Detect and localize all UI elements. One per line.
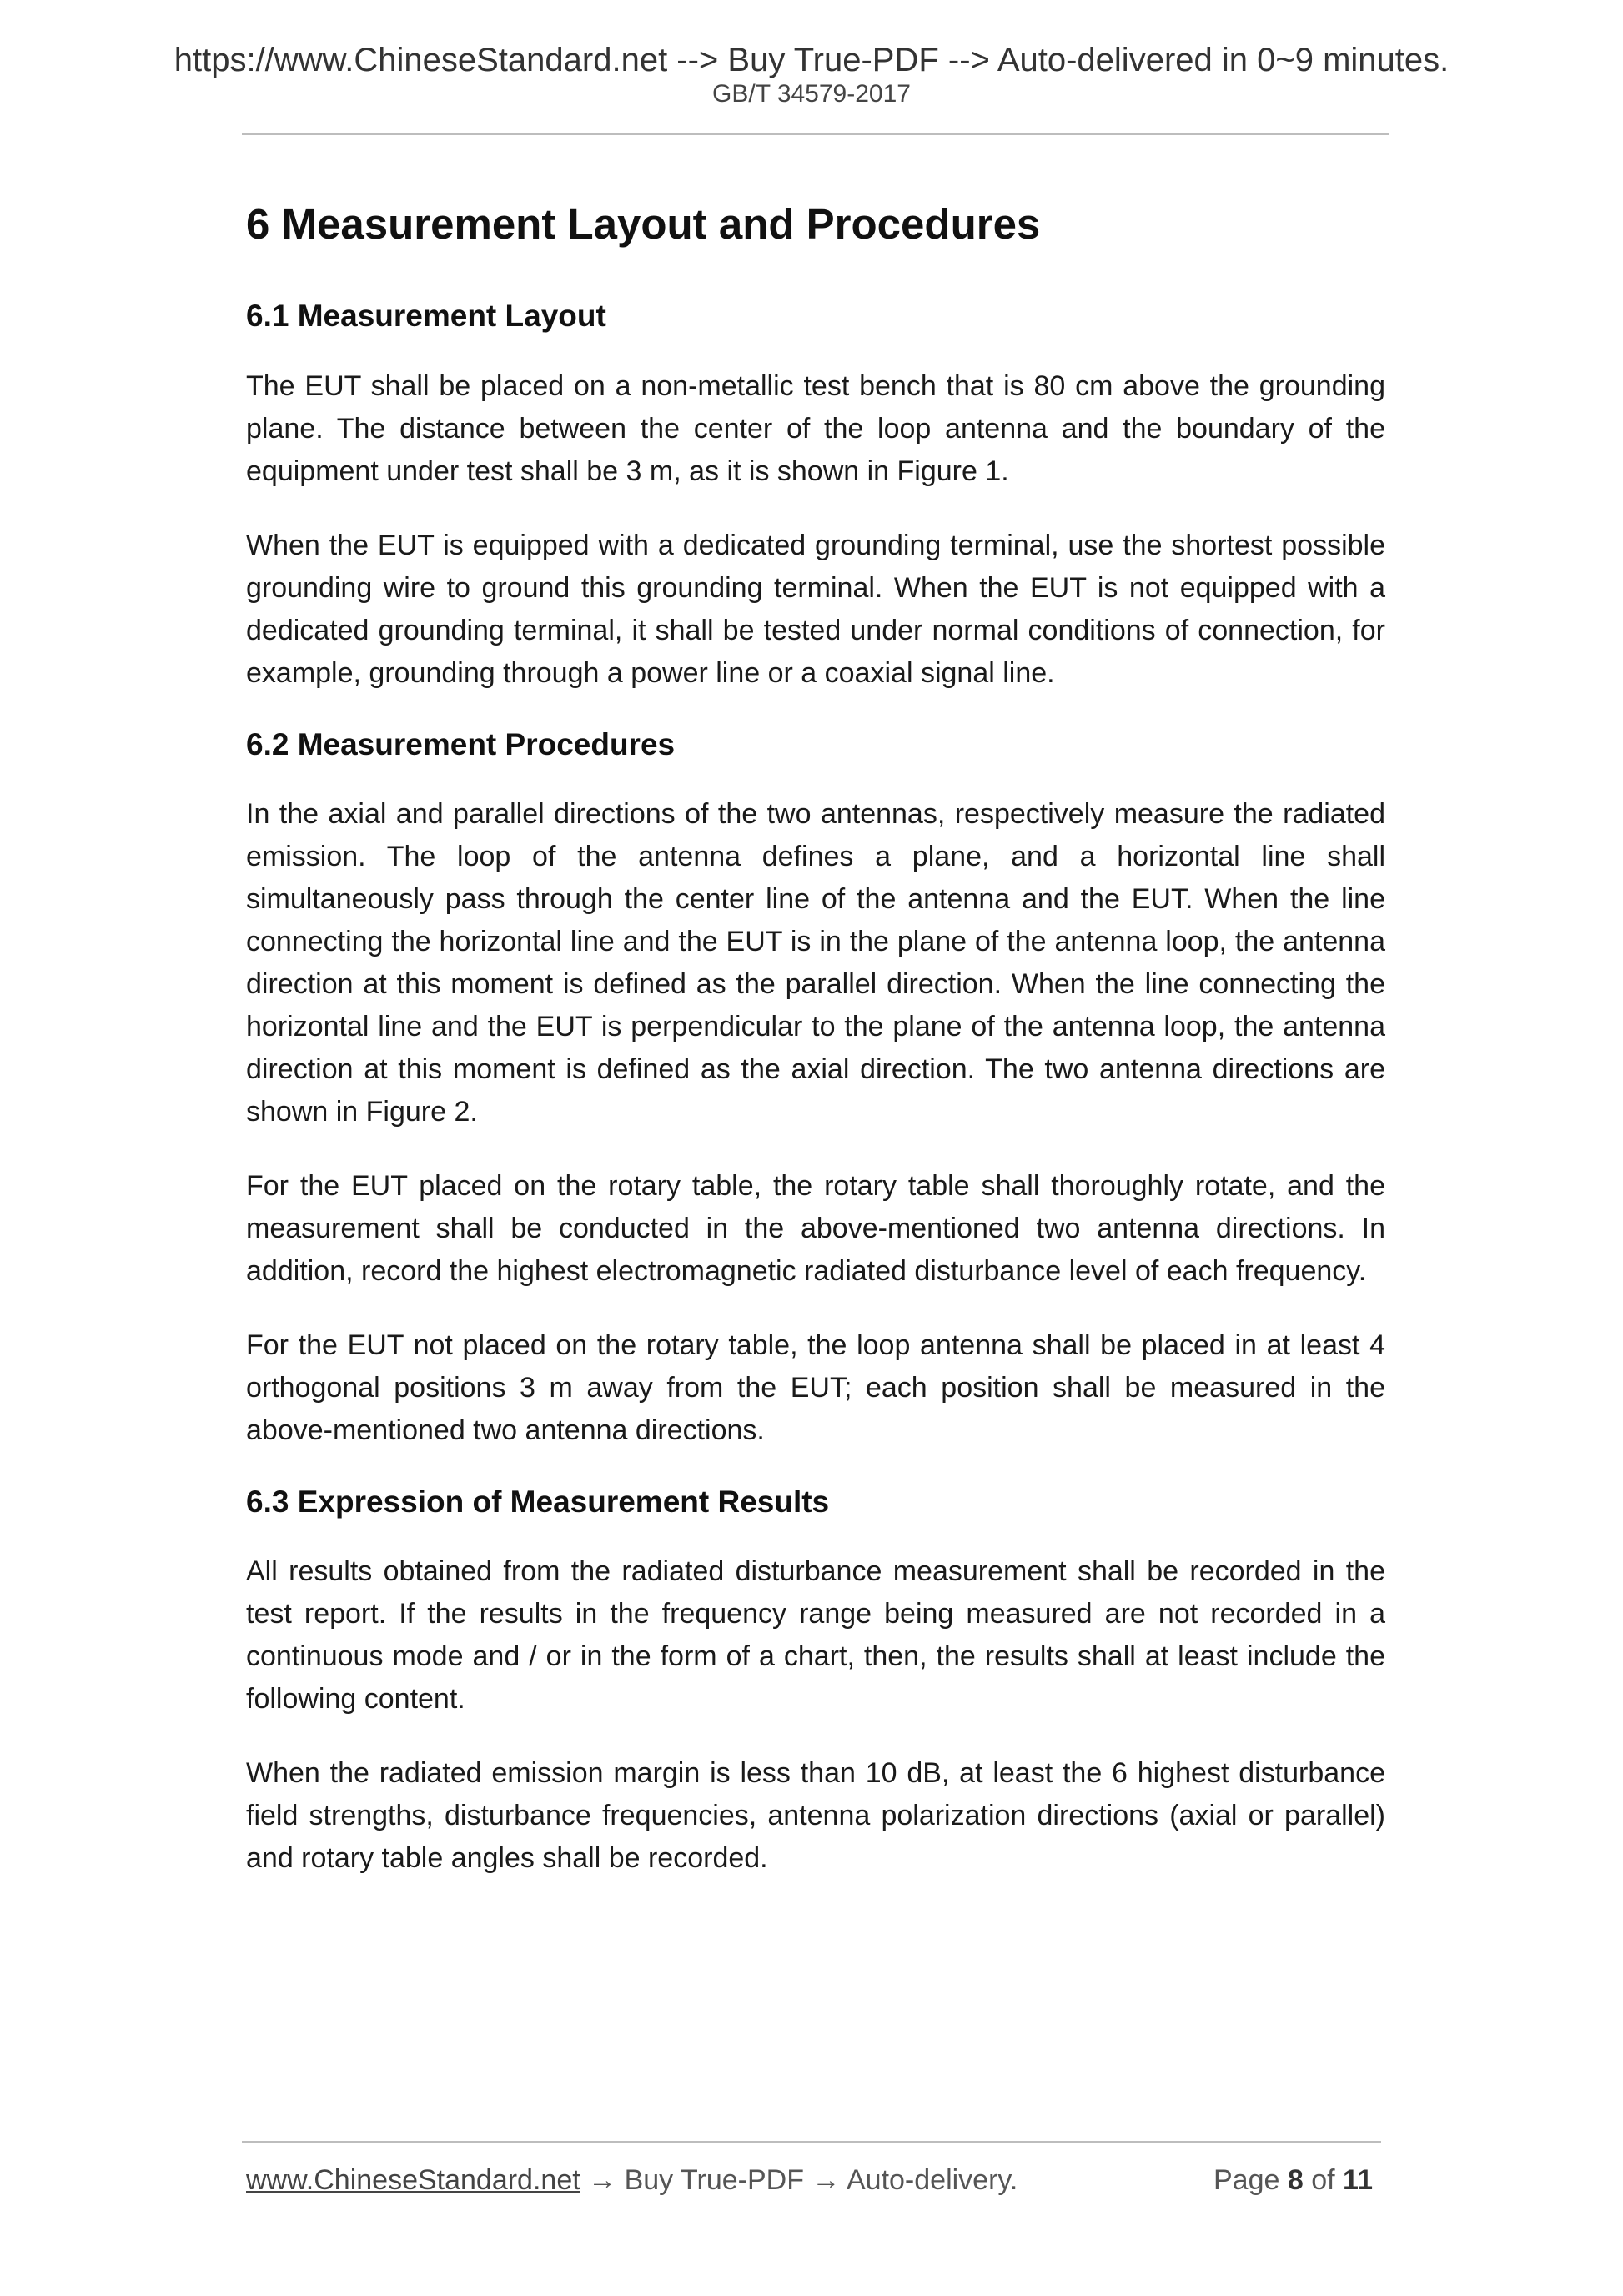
page-label: Page — [1213, 2164, 1280, 2196]
page-content — [246, 198, 1385, 1912]
paragraph: For the EUT placed on the rotary table, the rotary table shall thoroughly rotate, and the measurement shall be conducted in the above-mentioned two antenna directions. In addition, record the highest electromagnetic radiated disturbance level of each frequency. — [246, 1169, 1385, 1287]
footer-tagline: → Buy True-PDF → Auto-delivery. — [580, 2164, 1018, 2196]
header-divider — [242, 133, 1389, 135]
page-indicator — [1213, 2163, 1373, 2198]
paragraph: When the EUT is equipped with a dedicated grounding terminal, use the shortest possible grounding wire to ground this grounding terminal. When the EUT is not equipped with a dedicated grounding terminal, it shall be tested under normal conditions of connection, for example, grounding through a power line or a coaxial signal line. — [246, 529, 1385, 689]
subsection-title-6-1: 6.1 Measurement Layout — [246, 299, 606, 334]
top-banner: https://www.ChineseStandard.net --> Buy True-PDF --> Auto-delivered in 0~9 minutes. — [173, 42, 1450, 78]
paragraph: In the axial and parallel directions of the two antennas, respectively measure the radiated emission. The loop of the antenna defines a plane, and a horizontal line shall simultaneously pass through the center line of the antenna and the EUT. When the line connecting the horizontal line and the EUT is in the plane of the antenna loop, the antenna direction at this moment is defined as the parallel direction. When the line connecting the horizontal line and the EUT is perpendicular to the plane of the antenna loop, the antenna direction at this moment is defined as the axial direction. The two antenna directions are shown in Figure 2. — [246, 797, 1385, 1128]
paragraph: When the radiated emission margin is less than 10 dB, at least the 6 highest disturbance field strengths, disturbance frequencies, antenna polarization directions (axial or parallel) and rotary table angles shall be recorded. — [246, 1757, 1385, 1875]
page-number: 8 — [1287, 2164, 1304, 2196]
page-total: 11 — [1343, 2164, 1373, 2196]
paragraph: For the EUT not placed on the rotary table, the loop antenna shall be placed in at least 4 orthogonal positions 3 m away from the EUT; each position shall be measured in the above-mentioned two antenna directions. — [246, 1329, 1385, 1446]
of-label: of — [1311, 2164, 1335, 2196]
paragraph: All results obtained from the radiated disturbance measurement shall be recorded in the test report. If the results in the frequency range being measured are not recorded in a continuous mode and / or in the form of a chart, then, the results shall at least include the following content. — [246, 1555, 1385, 1716]
footer-divider — [242, 2141, 1381, 2143]
paragraph: The EUT shall be placed on a non-metallic test bench that is 80 cm above the grounding plane. The distance between the center of the loop antenna and the boundary of the equipment under test shall be 3 m, as it is shown in Figure 1. — [246, 369, 1385, 487]
footer-left — [246, 2163, 1018, 2198]
subsection-title-6-3: 6.3 Expression of Measurement Results — [246, 1484, 830, 1519]
footer-website-link[interactable]: www.ChineseStandard.net — [246, 2164, 580, 2196]
subsection-title-6-2: 6.2 Measurement Procedures — [246, 726, 676, 761]
document-code: GB/T 34579-2017 — [712, 80, 911, 108]
section-title: 6 Measurement Layout and Procedures — [246, 200, 1041, 248]
